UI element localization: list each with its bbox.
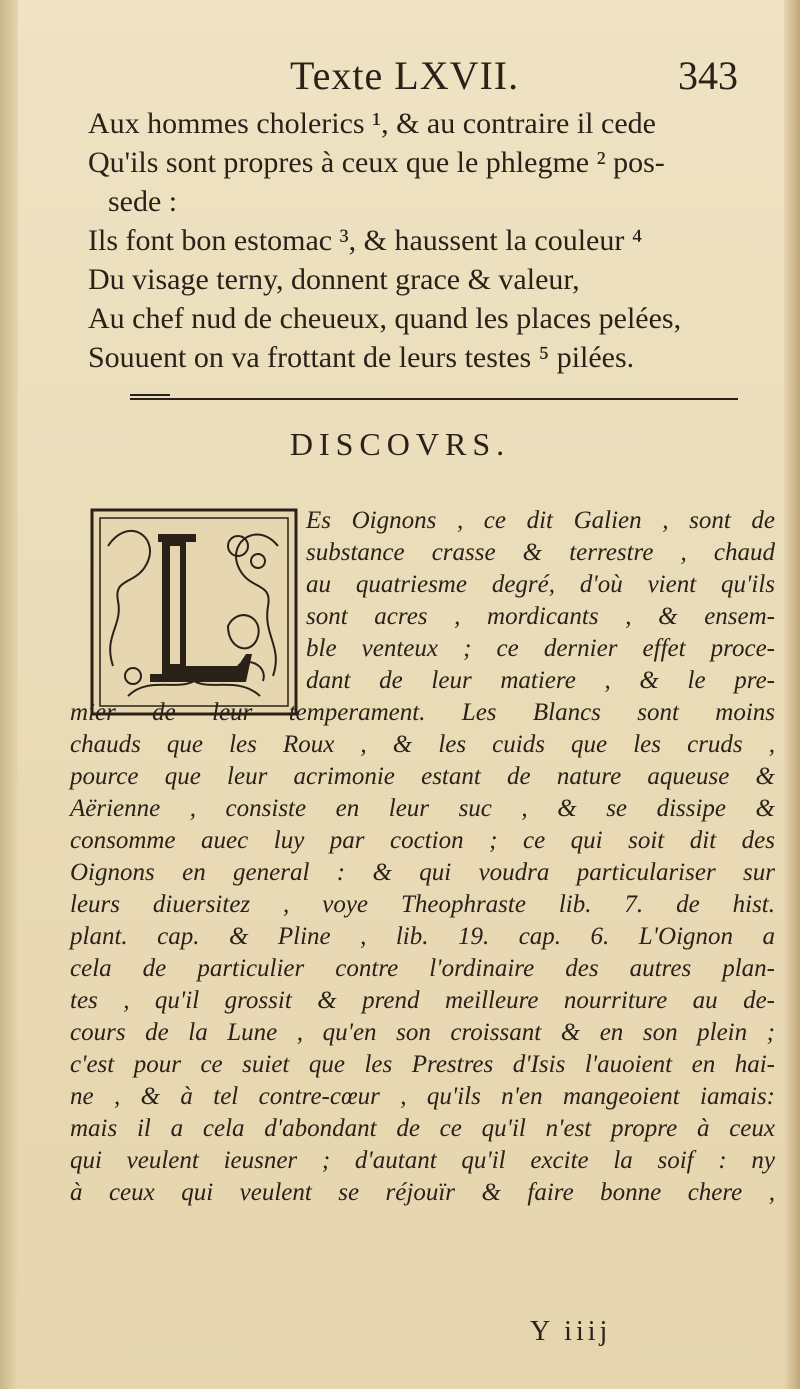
verse-line: Ils font bon estomac ³, & haussent la couleur ⁴ bbox=[88, 224, 643, 257]
body-line: qui veulent ieusner ; d'autant qu'il excite la soif : ny bbox=[70, 1147, 775, 1174]
body-line: mais il a cela d'abondant de ce qu'il n'est propre à ceux bbox=[70, 1115, 775, 1142]
body-line: sont acres , mordicants , & ensem- bbox=[306, 603, 775, 630]
body-line: au quatriesme degré, d'où vient qu'ils bbox=[306, 571, 775, 598]
verse-line: Souuent on va frottant de leurs testes ⁵ pilées. bbox=[88, 341, 635, 374]
discourse-body bbox=[70, 505, 775, 1209]
body-line: cela de particulier contre l'ordinaire des autres plan- bbox=[70, 955, 775, 982]
running-title: Texte LXVII. bbox=[290, 53, 520, 98]
body-line: plant. cap. & Pline , lib. 19. cap. 6. L'Oignon a bbox=[70, 923, 775, 950]
body-line: pource que leur acrimonie estant de nature aqueuse & bbox=[70, 763, 775, 790]
page-number: 343 bbox=[678, 53, 738, 98]
verse-line: Du visage terny, donnent grace & valeur, bbox=[88, 263, 580, 296]
body-line: Oignons en general : & qui voudra particulariser sur bbox=[70, 859, 775, 886]
page-header bbox=[0, 52, 800, 102]
body-line: Aërienne , consiste en leur suc , & se dissipe & bbox=[70, 795, 775, 822]
body-line: ne , & à tel contre-cœur , qu'ils n'en mangeoient iamais: bbox=[70, 1083, 775, 1110]
body-line: leurs diuersitez , voye Theophraste lib. 7. de hist. bbox=[70, 891, 775, 918]
body-line: Es Oignons , ce dit Galien , sont de bbox=[306, 507, 775, 534]
divider-rule bbox=[130, 398, 738, 400]
verse-line: Aux hommes cholerics ¹, & au contraire il cede bbox=[88, 107, 656, 140]
body-line: chauds que les Roux , & les cuids que les cruds , bbox=[70, 731, 775, 758]
body-line: ble venteux ; ce dernier effet proce- bbox=[306, 635, 775, 662]
body-line: à ceux qui veulent se réjouïr & faire bonne chere , bbox=[70, 1179, 775, 1206]
verse-line: sede : bbox=[108, 185, 178, 218]
signature-mark: Y iiij bbox=[530, 1316, 612, 1347]
body-line: cours de la Lune , qu'en son croissant & en son plein ; bbox=[70, 1019, 775, 1046]
body-line: c'est pour ce suiet que les Prestres d'Isis l'auoient en hai- bbox=[70, 1051, 775, 1078]
divider-rule-tick bbox=[130, 394, 170, 396]
verse-line: Qu'ils sont propres à ceux que le phlegme ² pos- bbox=[88, 146, 665, 179]
body-line: tes , qu'il grossit & prend meilleure nourriture au de- bbox=[70, 987, 775, 1014]
verse-block bbox=[88, 104, 778, 377]
verse-line: Au chef nud de cheueux, quand les places pelées, bbox=[88, 302, 682, 335]
body-line: dant de leur matiere , & le pre- bbox=[306, 667, 775, 694]
page-edge-right bbox=[784, 0, 800, 1389]
body-line: consomme auec luy par coction ; ce qui soit dit des bbox=[70, 827, 775, 854]
body-line: mier de leur temperament. Les Blancs sont moins bbox=[70, 699, 775, 726]
body-line: substance crasse & terrestre , chaud bbox=[306, 539, 775, 566]
page-edge-left bbox=[0, 0, 18, 1389]
section-title: DISCOVRS. bbox=[289, 426, 511, 462]
